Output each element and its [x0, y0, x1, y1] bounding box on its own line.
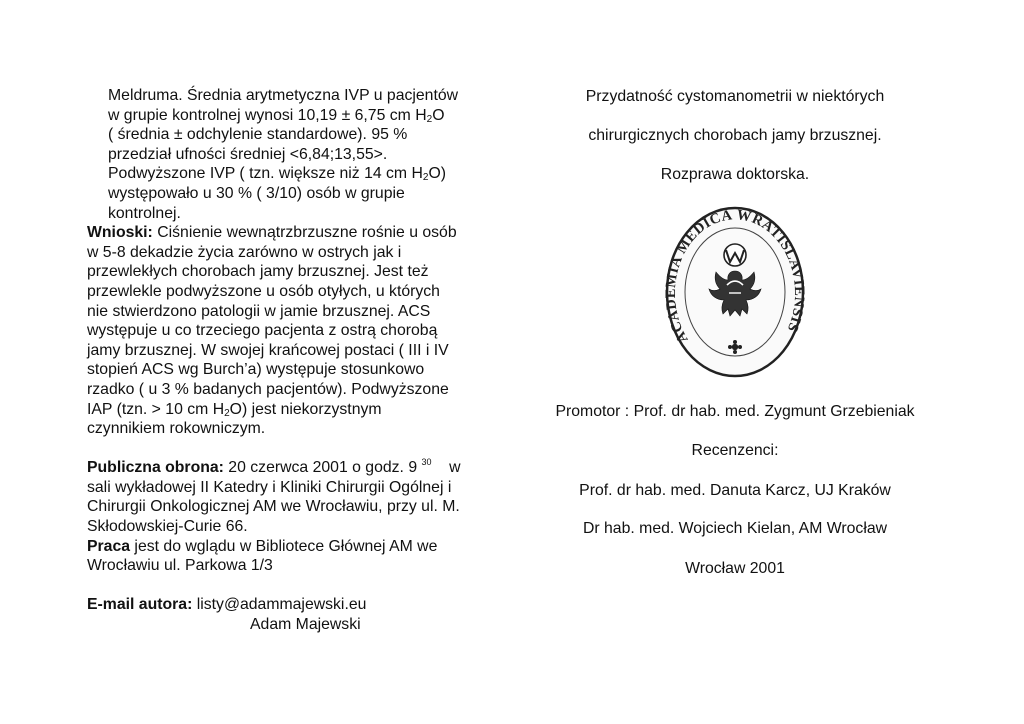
defense-line: sali wykładowej II Katedry i Kliniki Chirurgii Ogólnej i: [87, 478, 452, 496]
conclusions-line: występuje u co trzeciego pacjenta z ostrą chorobą: [87, 322, 438, 340]
thesis-title-line-2: chirurgicznych chorobach jamy brzusznej.: [588, 127, 882, 144]
results-line: przedział ufności średniej <6,84;13,55>.: [108, 145, 388, 163]
defense-line: Chirurgii Onkologicznej AM we Wrocławiu, przy ul. M.: [87, 498, 460, 516]
results-line: Podwyższone IVP ( tzn. większe niż 14 cm $H_2O$): [108, 165, 447, 184]
conclusions-line: czynnikiem rokowniczym.: [87, 420, 266, 438]
email-line: [87, 595, 507, 615]
seal-emblem-icon: [664, 205, 806, 379]
seal-text: ACADEMIA MEDICA WRATISLAVIENSIS: [664, 207, 806, 346]
results-line: występowało u 30 % ( 3/10) osób w grupie: [108, 184, 405, 202]
defense-label: Publiczna obrona:: [87, 459, 224, 477]
conclusions-line: jamy brzusznej. W swojej krańcowej postaci ( III i IV: [87, 341, 449, 359]
conclusions-line: w 5-8 dekadzie życia zarówno w ostrych jak i: [87, 243, 402, 261]
conclusions-line: przewlekłych chorobach jamy brzusznej. Jest też: [87, 263, 429, 281]
defense-line: Skłodowskiej-Curie 66.: [87, 518, 248, 536]
conclusions-paragraph: Wnioski: Ciśnienie wewnątrzbrzuszne rośnie u osób w 5-8 dekadzie życia zarówno w ostrych jak i przewlekłych chorobach jamy brzusznej. Jest też przewlekle podwyższone u osób otyłych, u których nie stwierdzono patologii w jamie brzusznej. ACS występuje u co trzeciego pacjenta z ostrą chorobą jamy brzusznej. W swojej krańcowej postaci ( III i IV stopień ACS wg Burch’a) występuje stosunkowo rzadko ( u 3 % badanych pacjentów). Podwyższone IAP (tzn. > 10 cm $H_2O$) jest niekorzystnym czynnikiem rokowniczym.: [87, 223, 507, 439]
conclusions-label: Wnioski:: [87, 224, 153, 242]
reviewers-label: Recenzenci:: [691, 442, 779, 459]
author-name: Adam Majewski: [250, 616, 361, 634]
results-line: w grupie kontrolnej wynosi 10,19 ± 6,75 cm $H_2O$: [108, 106, 445, 125]
university-seal: [664, 205, 806, 379]
results-paragraph: [87, 86, 507, 223]
defense-paragraph: Publiczna obrona: 20 czerwca 2001 o godz. 9 $^{30}$ w sali wykładowej II Katedry i Kliniki Chirurgii Ogólnej i Chirurgii Onkologicznej AM we Wrocławiu, przy ul. M. Skłodowskiej-Curie 66. Praca jest do wglądu w Bibliotece Głównej AM we Wrocławiu ul. Parkowa 1/3: [87, 458, 507, 576]
thesis-title-line-1: Przydatność cystomanometrii w niektórych: [585, 88, 885, 105]
left-column: [87, 86, 507, 635]
results-line: Meldruma. Średnia arytmetyczna IVP u pacjentów: [108, 87, 459, 104]
results-line: ( średnia ± odchylenie standardowe). 95 %: [108, 126, 408, 144]
thesis-subtitle: Rozprawa doktorska.: [660, 166, 810, 183]
reviewer-2: Dr hab. med. Wojciech Kielan, AM Wrocław: [582, 520, 888, 537]
conclusions-line: nie stwierdzono patologii w jamie brzusznej. ACS: [87, 302, 431, 320]
place-year: Wrocław 2001: [685, 560, 785, 577]
conclusions-line: przewlekle podwyższone u osób otyłych, u których: [87, 282, 440, 300]
results-line: kontrolnej.: [108, 204, 181, 222]
promotor-line: Promotor : Prof. dr hab. med. Zygmunt Grzebieniak: [555, 403, 915, 420]
reviewer-1: Prof. dr hab. med. Danuta Karcz, UJ Kraków: [579, 482, 891, 499]
conclusions-line: rzadko ( u 3 % badanych pacjentów). Podwyższone: [87, 380, 449, 398]
thesis-label: Praca: [87, 537, 131, 555]
conclusions-line: stopień ACS wg Burch’a) występuje stosunkowo: [87, 361, 425, 379]
email-label: E-mail autora:: [87, 596, 193, 614]
thesis-location: Wrocławiu ul. Parkowa 1/3: [87, 557, 273, 575]
email-address[interactable]: listy@adammajewski.eu: [192, 596, 367, 614]
conclusions-line: IAP (tzn. > 10 cm $H_2O$) jest niekorzystnym: [87, 400, 382, 419]
